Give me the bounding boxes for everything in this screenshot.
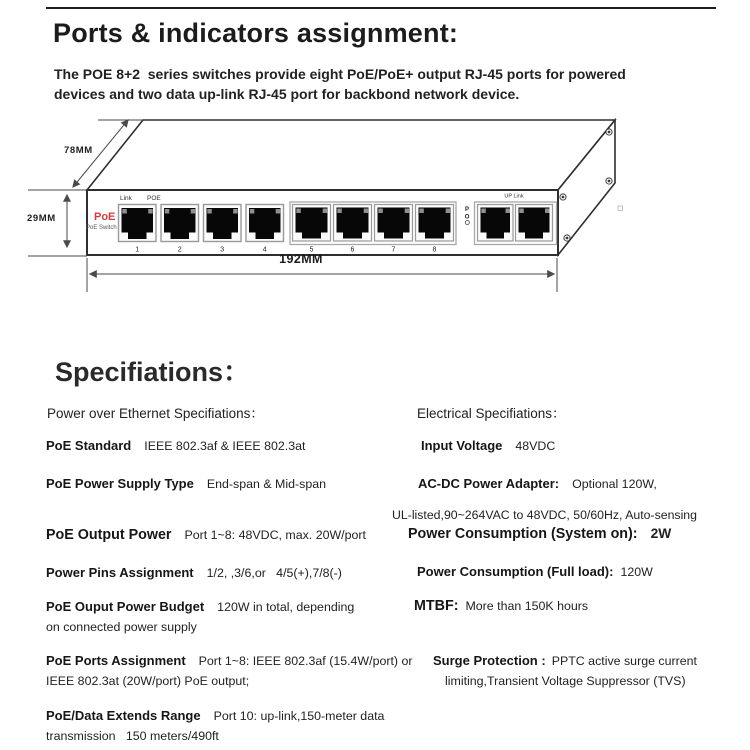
brand-sub-label: PoE Switch	[86, 225, 117, 231]
spec-label: Input Voltage	[421, 438, 503, 453]
spec-row-power-pins	[46, 563, 342, 583]
spec-row-power-adapter	[418, 474, 657, 494]
dim-width-label: 192MM	[279, 252, 323, 266]
spec-value: Port 1~8: IEEE 802.3af (15.4W/port) or	[198, 654, 413, 668]
spec-row-extends-range	[46, 706, 384, 746]
spec-label: Surge Protection :	[433, 653, 546, 668]
rj45-port	[246, 205, 284, 242]
dim-depth-label: 78MM	[64, 145, 93, 156]
spec-value-line2: transmission 150 meters/490ft	[46, 729, 219, 743]
port-number: 5	[309, 246, 314, 254]
port-number: 1	[135, 246, 140, 254]
intro-line-1: The POE 8+2 series switches provide eight PoE/PoE+ output RJ-45 ports for powered	[54, 66, 626, 82]
spec-row-poe-standard	[46, 436, 305, 456]
spec-row-poe-supply-type	[46, 474, 326, 494]
uplink-label: UP Link	[504, 193, 524, 200]
rj45-port	[416, 205, 454, 242]
spec-label: PoE/Data Extends Range	[46, 708, 201, 723]
intro-paragraph	[54, 64, 704, 104]
rj45-port	[293, 205, 331, 242]
electrical-specs-heading: Electrical Specifiations：	[417, 406, 566, 421]
port-number: 7	[391, 246, 396, 254]
rj45-port	[204, 205, 242, 242]
spec-row-ports-assignment	[46, 651, 413, 691]
spec-value: More than 150K hours	[465, 599, 589, 613]
port-number: 8	[432, 246, 437, 254]
spec-label: PoE Ouput Power Budget	[46, 599, 205, 614]
rj45-port	[478, 205, 514, 242]
rj45-port	[516, 205, 553, 242]
spec-value: PPTC active surge current	[551, 654, 697, 668]
spec-value-line2: on connected power supply	[46, 620, 197, 634]
spec-label: MTBF:	[414, 598, 459, 614]
spec-value-line2: IEEE 802.3at (20W/port) PoE output;	[46, 674, 250, 688]
port-number: 3	[220, 246, 225, 254]
spec-row-poe-output-power	[46, 525, 366, 545]
rj45-port	[161, 205, 199, 242]
dim-height-label: 29MM	[27, 213, 56, 224]
spec-value: 48VDC	[515, 439, 556, 453]
top-divider	[46, 7, 716, 9]
switch-diagram	[0, 110, 750, 302]
spec-value: IEEE 802.3af & IEEE 802.3at	[144, 439, 306, 453]
spec-label: AC-DC Power Adapter:	[418, 476, 560, 491]
spec-value: End-span & Mid-span	[206, 477, 326, 491]
port-number: 2	[177, 246, 182, 254]
spec-label: PoE Power Supply Type	[46, 476, 194, 491]
spec-value: 120W	[620, 565, 653, 579]
spec-row-power-budget	[46, 597, 354, 637]
port-number: 4	[262, 246, 267, 254]
led-poe-label: POE	[147, 195, 161, 202]
spec-label: Power Consumption (Full load):	[417, 564, 614, 579]
spec-value-line2: limiting,Transient Voltage Suppressor (TVS)	[445, 674, 686, 688]
spec-row-input-voltage	[421, 436, 555, 456]
spec-value: 2W	[650, 526, 672, 541]
rj45-port	[334, 205, 372, 242]
chassis-top-face	[87, 120, 615, 190]
spec-value: Port 10: up-link,150-meter data	[213, 709, 385, 723]
adapter-note: UL-listed,90~264VAC to 48VDC, 50/60Hz, Auto-sensing	[392, 508, 697, 522]
pwr-letter-p: P	[465, 207, 470, 213]
brand-logo: PoE	[94, 211, 116, 223]
spec-row-consumption-system	[408, 524, 671, 544]
spec-label: Power Consumption (System on):	[408, 526, 638, 542]
spec-label: PoE Standard	[46, 438, 132, 453]
poe-specs-heading: Power over Ethernet Specifiations：	[47, 406, 264, 421]
side-vent-mark	[618, 206, 623, 211]
rj45-port	[375, 205, 413, 242]
pwr-letter-o: O	[464, 214, 470, 221]
port-number: 6	[350, 246, 355, 254]
spec-row-mtbf	[414, 596, 588, 616]
spec-value: Optional 120W,	[572, 477, 657, 491]
intro-line-2: devices and two data up-link RJ-45 port for backbond network device.	[54, 86, 520, 102]
led-link-label: Link	[120, 195, 132, 202]
spec-label: PoE Output Power	[46, 527, 172, 543]
rj45-port	[119, 205, 157, 242]
spec-row-consumption-full	[417, 562, 653, 582]
spec-label: PoE Ports Assignment	[46, 653, 186, 668]
spec-value: 120W in total, depending	[217, 600, 355, 614]
spec-row-surge-protection	[433, 651, 697, 691]
specifications-title: Specifiations：	[55, 357, 251, 387]
spec-label: Power Pins Assignment	[46, 565, 194, 580]
page-title: Ports & indicators assignment:	[53, 18, 459, 48]
spec-value: Port 1~8: 48VDC, max. 20W/port	[184, 528, 366, 542]
spec-value: 1/2, ,3/6,or 4/5(+),7/8(-)	[206, 566, 342, 580]
